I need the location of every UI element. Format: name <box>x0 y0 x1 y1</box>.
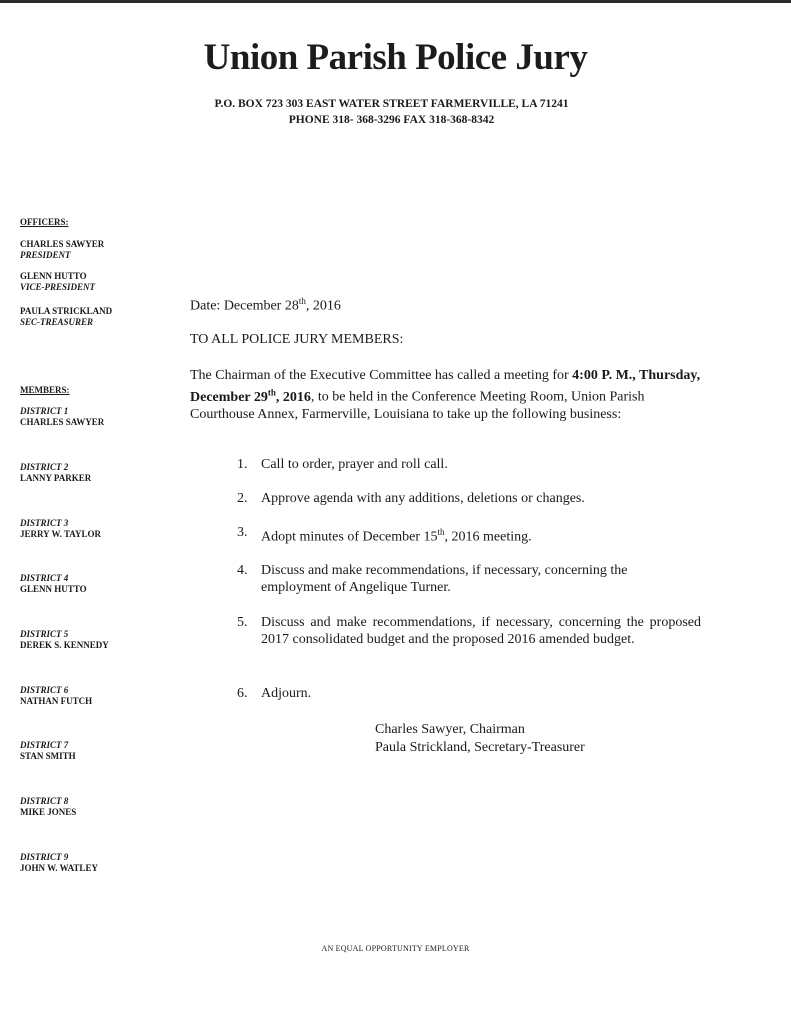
district-label: DISTRICT 8 <box>20 796 69 806</box>
officer-title: SEC-TREASURER <box>20 317 94 327</box>
address-line: P.O. BOX 723 303 EAST WATER STREET FARMERVILLE, LA 71241 <box>214 98 569 110</box>
letter-body-paragraph: The Chairman of the Executive Committee has called a meeting for 4:00 P. M., Thursday, December 29th, 2016, to be held in the Conference Meeting Room, Union Parish Courthouse Annex, Farmerville, Louisiana to take up the following business: <box>190 368 701 422</box>
page-title: Union Parish Police Jury <box>203 37 588 78</box>
member-name: CHARLES SAWYER <box>20 417 105 427</box>
officer-title: VICE-PRESIDENT <box>20 282 96 292</box>
member-name: JOHN W. WATLEY <box>20 863 98 873</box>
district-label: DISTRICT 7 <box>20 740 69 750</box>
district-label: DISTRICT 3 <box>20 518 69 528</box>
phone-fax-line: PHONE 318- 368-3296 FAX 318-368-8342 <box>288 114 495 126</box>
officer-name: PAULA STRICKLAND <box>20 306 113 316</box>
officer-title: PRESIDENT <box>20 250 71 260</box>
district-label: DISTRICT 4 <box>20 573 69 583</box>
letter-date: Date: December 28th, 2016 <box>190 296 341 314</box>
member-name: GLENN HUTTO <box>20 584 87 594</box>
officers-heading: OFFICERS: <box>20 217 69 227</box>
member-name: STAN SMITH <box>20 751 76 761</box>
officer-name: GLENN HUTTO <box>20 271 87 281</box>
district-label: DISTRICT 1 <box>20 406 69 416</box>
member-name: LANNY PARKER <box>20 473 92 483</box>
district-label: DISTRICT 5 <box>20 629 69 639</box>
district-label: DISTRICT 6 <box>20 685 69 695</box>
signature-chairman: Charles Sawyer, Chairman <box>375 722 525 737</box>
member-name: JERRY W. TAYLOR <box>20 529 101 539</box>
officer-name: CHARLES SAWYER <box>20 239 105 249</box>
signature-treasurer: Paula Strickland, Secretary-Treasurer <box>375 740 585 755</box>
footer-text: AN EQUAL OPPORTUNITY EMPLOYER <box>321 944 470 953</box>
member-name: NATHAN FUTCH <box>20 696 93 706</box>
member-name: MIKE JONES <box>20 807 77 817</box>
top-border <box>0 0 791 3</box>
district-label: DISTRICT 9 <box>20 852 69 862</box>
letter-greeting: TO ALL POLICE JURY MEMBERS: <box>190 332 404 347</box>
member-name: DEREK S. KENNEDY <box>20 640 109 650</box>
members-heading: MEMBERS: <box>20 385 70 395</box>
district-label: DISTRICT 2 <box>20 462 69 472</box>
